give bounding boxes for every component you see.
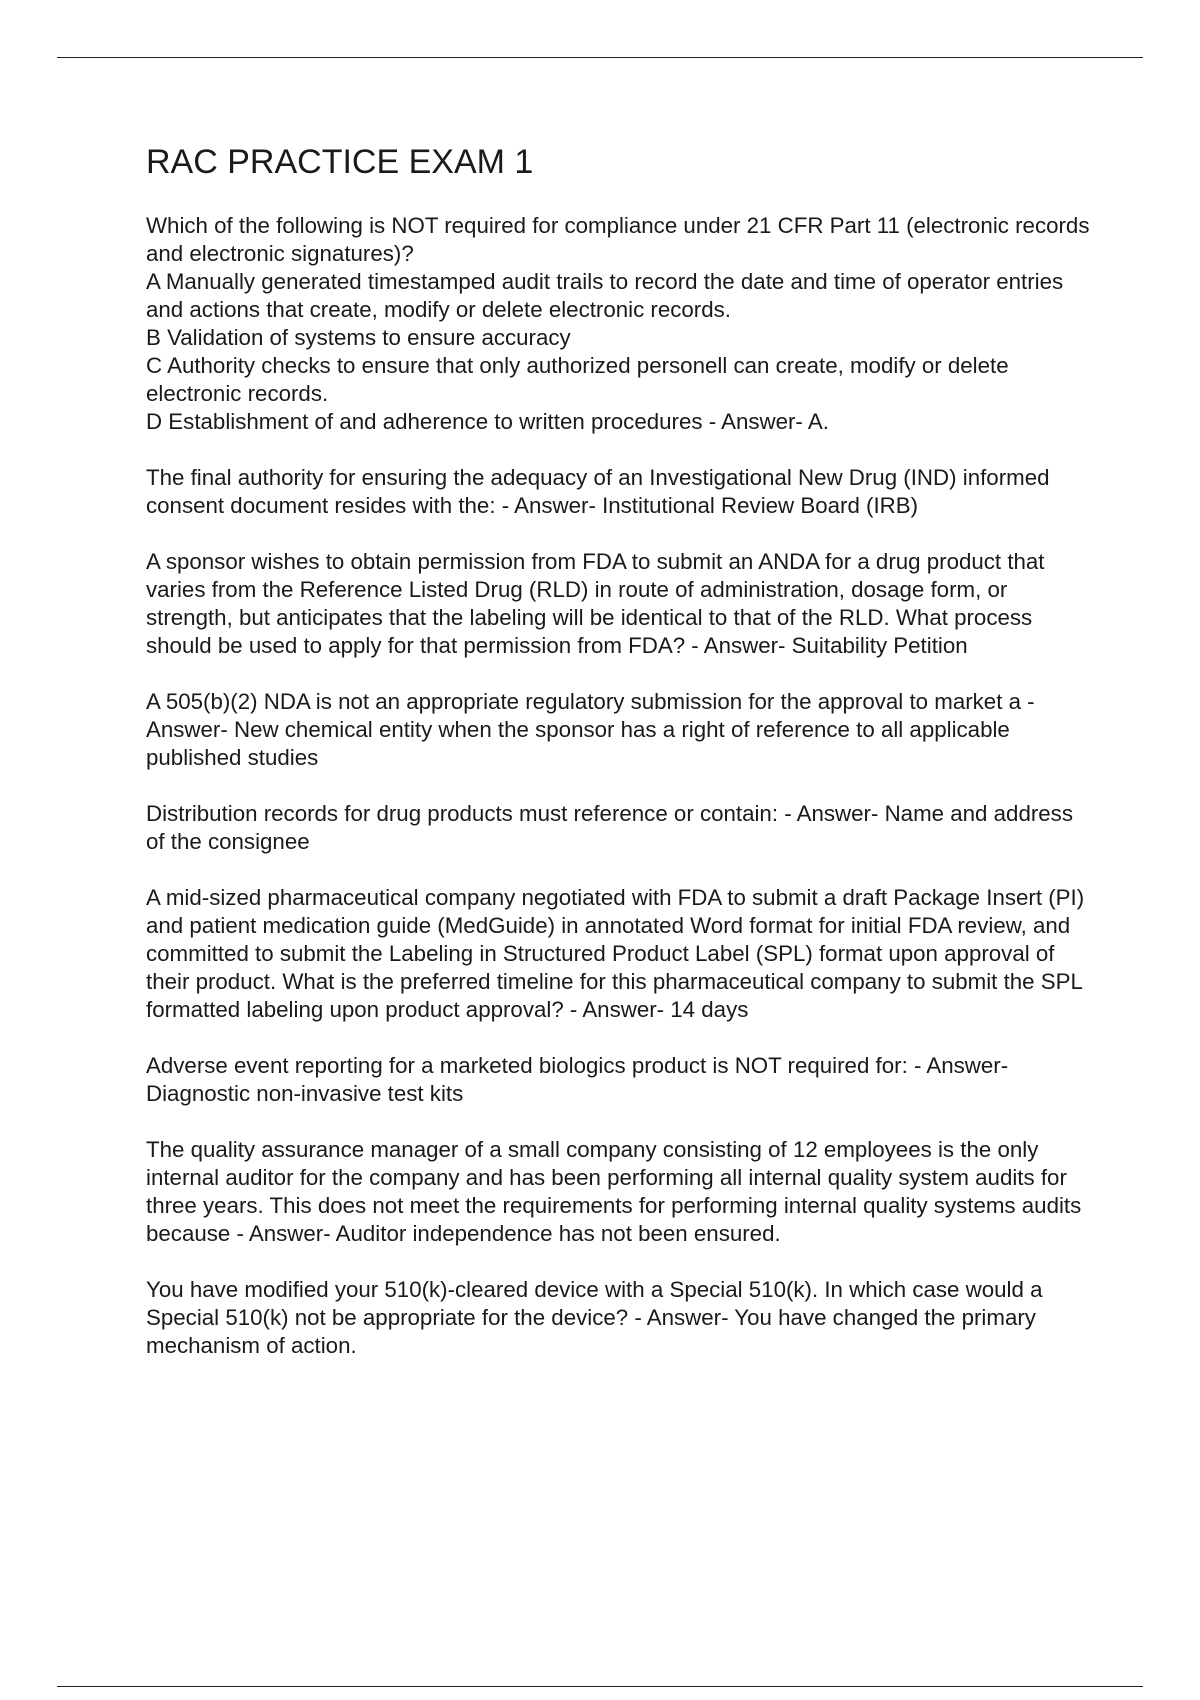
question-5: Distribution records for drug products must reference or contain: - Answer- Name and address of the consignee — [146, 801, 1073, 854]
question-1: Which of the following is NOT required for compliance under 21 CFR Part 11 (electronic records and electronic signatures)? A Manually generated timestamped audit trails to record the date and time of operator entries and actions that create, modify or delete electronic records. B Validation of systems to ensure accuracy C Authority checks to ensure that only authorized personell can create, modify or delete electronic records. D Establishment of and adherence to written procedures - Answer- A. — [146, 213, 1090, 434]
document-body — [146, 143, 1096, 1388]
question-6: A mid-sized pharmaceutical company negotiated with FDA to submit a draft Package Insert (PI) and patient medication guide (MedGuide) in annotated Word format for initial FDA review, and committed to submit the Labeling in Structured Product Label (SPL) format upon approval of their product. What is the preferred timeline for this pharmaceutical company to submit the SPL formatted labeling upon product approval? - Answer- 14 days — [146, 885, 1085, 1022]
question-3: A sponsor wishes to obtain permission from FDA to submit an ANDA for a drug product that varies from the Reference Listed Drug (RLD) in route of administration, dosage form, or strength, but anticipates that the labeling will be identical to that of the RLD. What process should be used to apply for that permission from FDA? - Answer- Suitability Petition — [146, 549, 1045, 658]
top-divider — [57, 57, 1143, 58]
question-7: Adverse event reporting for a marketed biologics product is NOT required for: - Answer- Diagnostic non-invasive test kits — [146, 1053, 1009, 1106]
page-title: RAC PRACTICE EXAM 1 — [146, 143, 534, 181]
question-4: A 505(b)(2) NDA is not an appropriate regulatory submission for the approval to market a - Answer- New chemical entity when the sponsor has a right of reference to all applicable published studies — [146, 689, 1035, 770]
question-9: You have modified your 510(k)-cleared device with a Special 510(k). In which case would a Special 510(k) not be appropriate for the device? - Answer- You have changed the primary mechanism of action. — [146, 1277, 1043, 1358]
bottom-divider — [57, 1686, 1143, 1687]
question-2: The final authority for ensuring the adequacy of an Investigational New Drug (IND) informed consent document resides with the: - Answer- Institutional Review Board (IRB) — [146, 465, 1050, 518]
question-8: The quality assurance manager of a small company consisting of 12 employees is the only internal auditor for the company and has been performing all internal quality system audits for three years. This does not meet the requirements for performing internal quality systems audits because - Answer- Auditor independence has not been ensured. — [146, 1137, 1082, 1246]
